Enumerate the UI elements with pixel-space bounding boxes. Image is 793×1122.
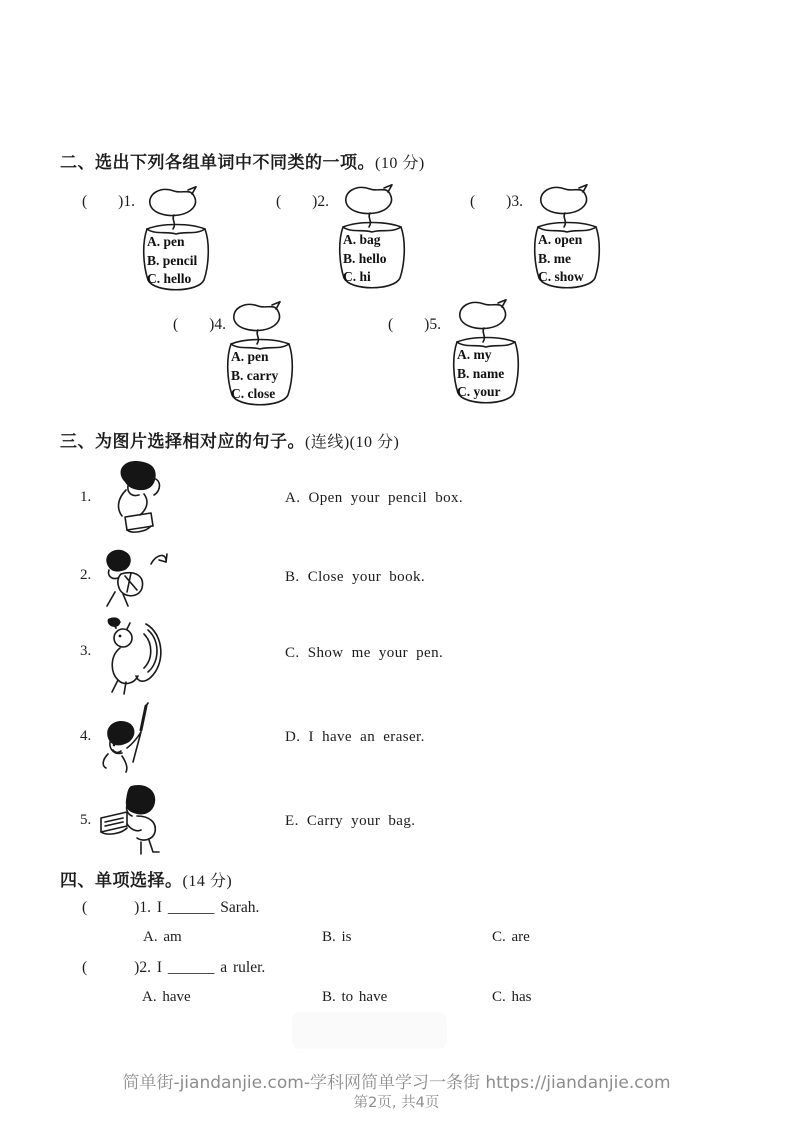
option-c: C. hello: [147, 271, 192, 286]
section3-title: [60, 427, 399, 452]
watermark-blob: [292, 1012, 447, 1049]
match-1-number: 1.: [80, 489, 92, 505]
match-3-number: 3.: [80, 643, 92, 659]
mc-question-2-stem: ( )2. I ______ a ruler.: [82, 959, 266, 976]
option-b: B. hello: [343, 250, 387, 266]
boy-carrying-backpack-illustration: [95, 548, 175, 615]
mc-question-2-option-a: A. have: [142, 989, 191, 1005]
match-sentence-e: E. Carry your bag.: [285, 813, 416, 829]
mc-question-1-stem: ( )1. I ______ Sarah.: [82, 899, 260, 916]
word-group-1-candle: [136, 186, 216, 298]
word-group-4-candle: [220, 301, 300, 413]
option-a: A. bag: [343, 232, 381, 247]
match-2-number: 2.: [80, 567, 92, 583]
word-group-5-options: [457, 346, 504, 402]
option-c: C. your: [457, 384, 501, 399]
section2-title-score: (10 分): [375, 155, 425, 172]
section2-title-main: 二、选出下列各组单词中不同类的一项。: [60, 153, 375, 173]
footer-page-number: 第2页, 共4页: [353, 1095, 440, 1111]
footer-site-line: 简单街-jiandanjie.com-学科网简单学习一条街 https://jiandanjie.com: [122, 1073, 671, 1093]
option-c: C. close: [231, 386, 276, 401]
mc-question-2-option-c: C. has: [492, 989, 532, 1005]
word-group-2-label: ( )2.: [276, 193, 329, 210]
section4-title: [60, 866, 232, 891]
option-b: B. name: [457, 365, 505, 381]
word-group-3-label: ( )3.: [470, 193, 523, 210]
option-a: A. pen: [147, 234, 185, 249]
word-group-2-candle: [332, 184, 412, 296]
squirrel-holding-pen-illustration: [96, 616, 174, 707]
match-sentence-b: B. Close your book.: [285, 569, 426, 585]
option-a: A. my: [457, 347, 492, 362]
match-sentence-d: D. I have an eraser.: [285, 729, 425, 745]
word-group-1-label: ( )1.: [82, 193, 135, 210]
mc-question-2-option-b: B. to have: [322, 989, 388, 1005]
match-sentence-a: A. Open your pencil box.: [285, 490, 464, 506]
option-c: C. hi: [343, 269, 371, 284]
word-group-3-options: [538, 231, 584, 287]
word-group-4-options: [231, 348, 278, 404]
boy-holding-open-book-illustration: [97, 784, 171, 865]
section3-title-score: (连线)(10 分): [305, 434, 400, 451]
mc-question-1-option-c: C. are: [492, 929, 530, 945]
match-5-number: 5.: [80, 812, 92, 828]
option-a: A. open: [538, 232, 583, 247]
word-group-1-options: [147, 233, 197, 289]
word-group-2-options: [343, 231, 387, 287]
word-group-5-candle: [446, 299, 526, 411]
mc-question-1-option-a: A. am: [143, 929, 182, 945]
word-group-4-label: ( )4.: [173, 316, 226, 333]
boy-looking-into-pencil-box-illustration: [98, 460, 180, 553]
section4-title-main: 四、单项选择。: [60, 871, 183, 891]
section4-title-score: (14 分): [182, 873, 233, 890]
section3-title-main: 三、为图片选择相对应的句子。: [60, 432, 305, 452]
boy-raising-pen-illustration: [100, 702, 162, 789]
word-group-3-candle: [527, 184, 607, 296]
option-b: B. me: [538, 250, 571, 266]
mc-question-1-option-b: B. is: [322, 929, 352, 945]
section2-title: [60, 148, 425, 173]
option-b: B. carry: [231, 367, 279, 383]
option-c: C. show: [538, 269, 584, 284]
option-a: A. pen: [231, 349, 269, 364]
match-sentence-c: C. Show me your pen.: [285, 645, 444, 661]
option-b: B. pencil: [147, 252, 198, 268]
match-4-number: 4.: [80, 728, 92, 744]
word-group-5-label: ( )5.: [388, 316, 441, 333]
